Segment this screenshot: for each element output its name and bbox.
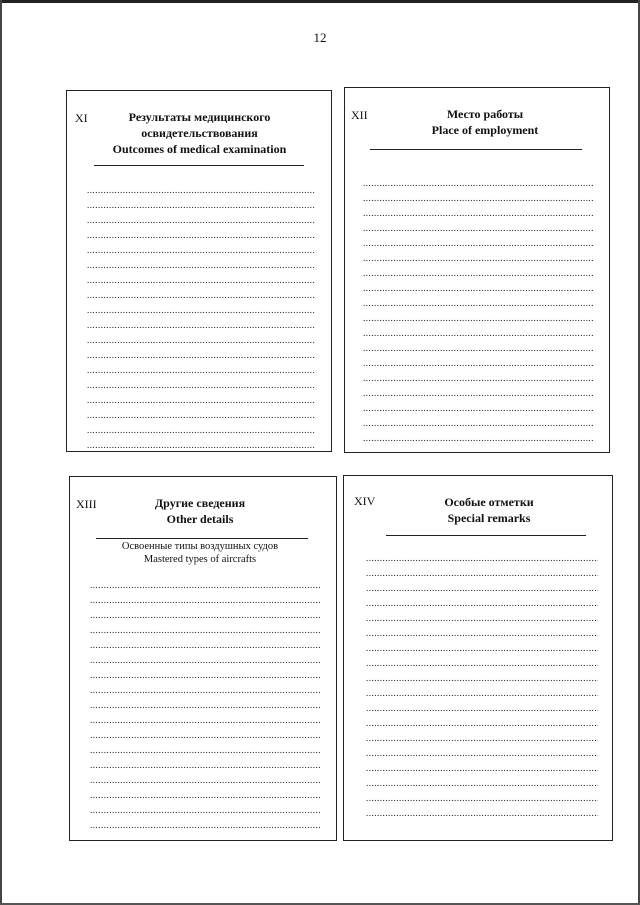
entry-line [366, 791, 598, 806]
entry-line [87, 258, 315, 273]
section-xii-rule [370, 149, 582, 150]
entry-line [90, 713, 320, 728]
section-xi-entry-lines [87, 183, 315, 453]
section-xiv-rule [386, 535, 586, 536]
section-xiv-number: XIV [354, 494, 376, 508]
entry-line [363, 176, 593, 191]
entry-line [90, 608, 320, 623]
entry-line [366, 551, 598, 566]
entry-line [363, 206, 593, 221]
section-xiii-entry-lines [90, 578, 320, 833]
entry-line [363, 191, 593, 206]
entry-line [90, 788, 320, 803]
entry-line [366, 761, 598, 776]
entry-line [363, 386, 593, 401]
entry-line [366, 671, 598, 686]
section-xiii-subtitle-en: Mastered types of aircrafts [143, 554, 257, 565]
entry-line [363, 401, 593, 416]
entry-line [366, 656, 598, 671]
section-xi-panel [66, 90, 332, 452]
entry-line [90, 758, 320, 773]
entry-line [363, 266, 593, 281]
section-xiv-title-en: Special remarks [447, 511, 531, 525]
section-xiii-panel [69, 476, 337, 841]
entry-line [87, 333, 315, 348]
entry-line [363, 236, 593, 251]
entry-line [90, 683, 320, 698]
entry-line [366, 806, 598, 821]
section-xii-panel [344, 87, 610, 453]
page-edge-left [0, 0, 2, 905]
entry-line [90, 668, 320, 683]
entry-line [87, 288, 315, 303]
section-xi-number: XI [75, 111, 88, 125]
section-xiii-rule [96, 538, 308, 539]
entry-line [87, 348, 315, 363]
entry-line [366, 686, 598, 701]
entry-line [363, 296, 593, 311]
page-edge-top [0, 0, 640, 3]
entry-line [363, 431, 593, 446]
entry-line [90, 653, 320, 668]
section-xii-number: XII [351, 108, 368, 122]
entry-line [366, 626, 598, 641]
section-xiv-title [404, 494, 574, 526]
entry-line [90, 578, 320, 593]
page-number: 12 [313, 30, 327, 45]
entry-line [87, 423, 315, 438]
entry-line [363, 326, 593, 341]
section-xii-title-en: Place of employment [431, 123, 539, 137]
entry-line [90, 818, 320, 833]
entry-line [87, 273, 315, 288]
entry-line [87, 243, 315, 258]
entry-line [366, 701, 598, 716]
entry-line [87, 198, 315, 213]
entry-line [90, 743, 320, 758]
section-xii-entry-lines [363, 176, 593, 446]
entry-line [90, 698, 320, 713]
entry-line [366, 776, 598, 791]
entry-line [90, 623, 320, 638]
section-xiii-title-en: Other details [166, 512, 234, 526]
entry-line [363, 221, 593, 236]
entry-line [363, 371, 593, 386]
entry-line [366, 611, 598, 626]
entry-line [87, 303, 315, 318]
entry-line [87, 438, 315, 453]
section-xi-title-en: Outcomes of medical examination [112, 142, 287, 156]
entry-line [363, 356, 593, 371]
entry-line [366, 641, 598, 656]
section-xiii-title [110, 495, 290, 527]
section-xiv-entry-lines [366, 551, 598, 821]
section-xiii-subtitle-ru: Освоенные типы воздушных судов [121, 541, 279, 552]
entry-line [87, 363, 315, 378]
entry-line [366, 731, 598, 746]
entry-line [363, 341, 593, 356]
entry-line [87, 378, 315, 393]
entry-line [90, 638, 320, 653]
section-xi-rule [94, 165, 304, 166]
entry-line [366, 596, 598, 611]
entry-line [366, 566, 598, 581]
section-xi-title-ru: Результаты медицинского освидетельствования [128, 110, 271, 140]
entry-line [90, 773, 320, 788]
entry-line [90, 728, 320, 743]
entry-line [366, 581, 598, 596]
section-xiii-subtitle [90, 540, 310, 566]
section-xiv-panel [343, 475, 613, 841]
entry-line [90, 803, 320, 818]
entry-line [363, 251, 593, 266]
entry-line [87, 213, 315, 228]
section-xii-title [385, 106, 585, 138]
entry-line [87, 318, 315, 333]
section-xi-title [97, 109, 302, 157]
entry-line [363, 416, 593, 431]
entry-line [87, 183, 315, 198]
entry-line [366, 716, 598, 731]
section-xiii-title-ru: Другие сведения [154, 496, 246, 510]
entry-line [363, 311, 593, 326]
entry-line [366, 746, 598, 761]
entry-line [90, 593, 320, 608]
entry-line [87, 393, 315, 408]
section-xii-title-ru: Место работы [446, 107, 524, 121]
entry-line [363, 281, 593, 296]
entry-line [87, 228, 315, 243]
section-xiii-number: XIII [76, 497, 97, 511]
entry-line [87, 408, 315, 423]
section-xiv-title-ru: Особые отметки [444, 495, 534, 509]
